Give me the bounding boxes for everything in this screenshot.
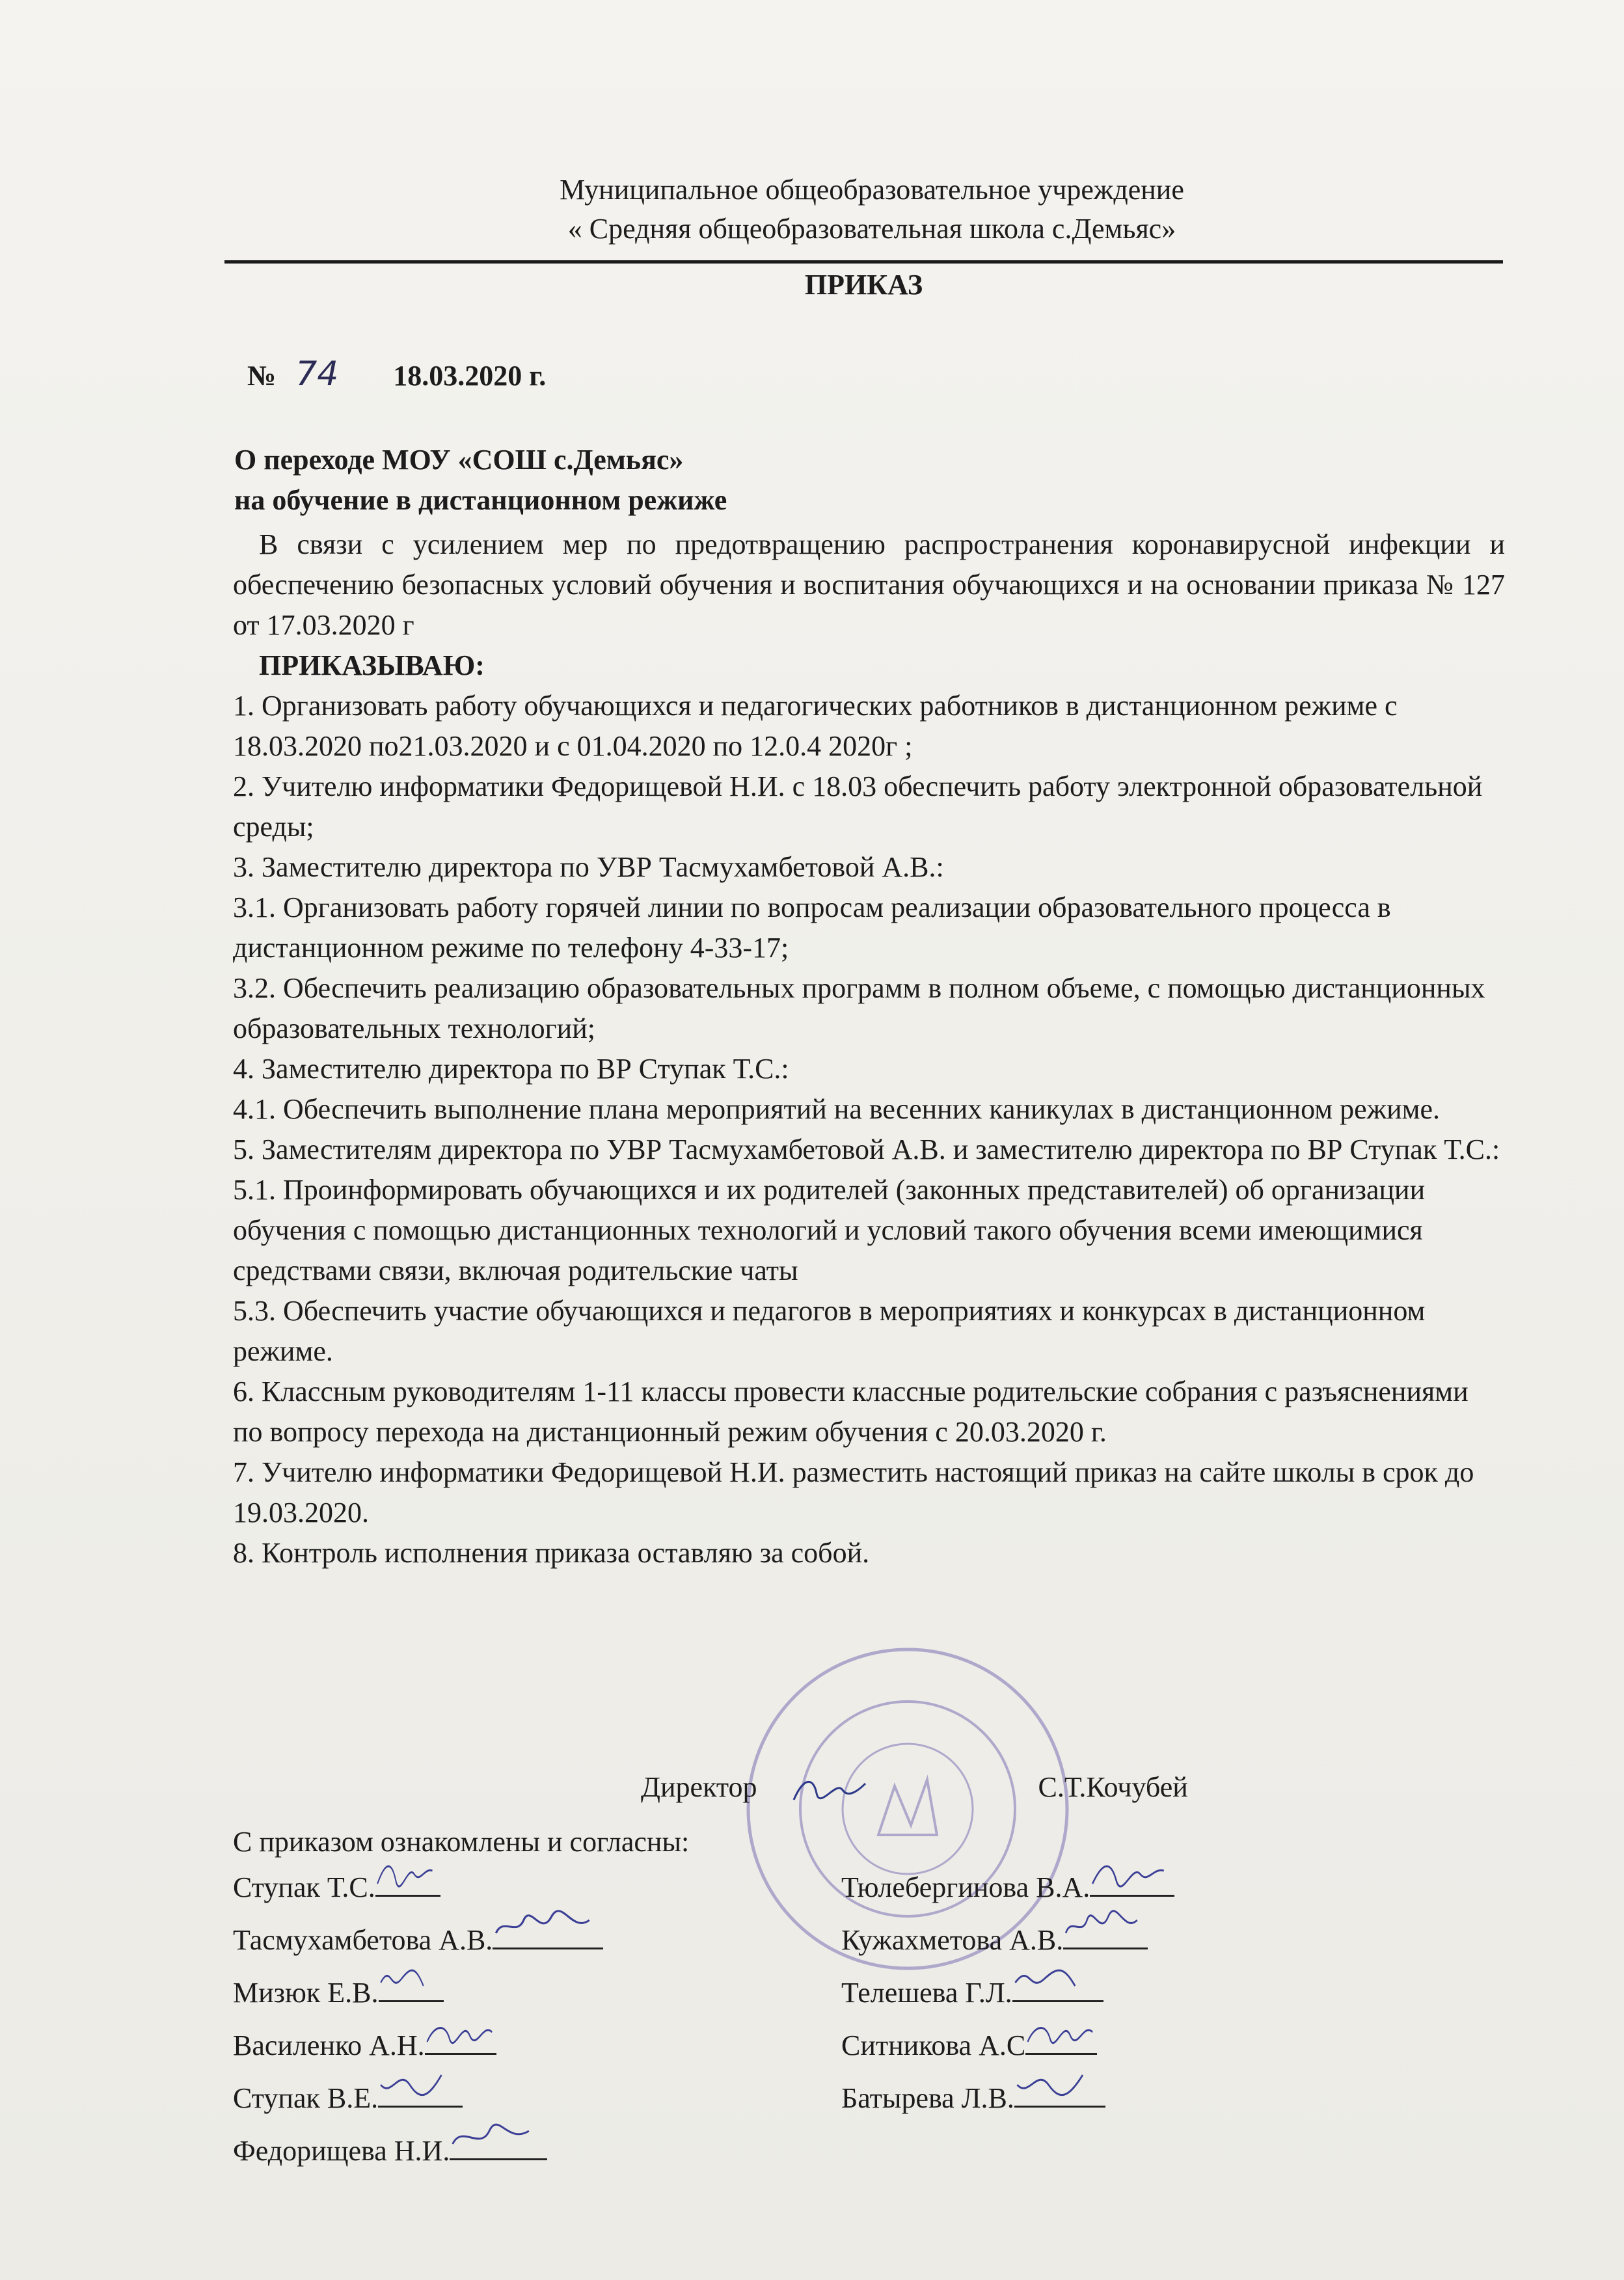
- signatory-row: [233, 2072, 603, 2124]
- order-item: 5. Заместителям директора по УВР Тасмухамбетовой А.В. и заместителю директора по ВР Ступак Т.С.:: [233, 1133, 1500, 1165]
- order-item: 6. Классным руководителям 1-11 классы провести классные родительские собрания с разъяснениями по вопросу перехода на дистанционный режим обучения с 20.03.2020 г.: [233, 1376, 1468, 1448]
- signatory-name: Ступак В.Е.: [233, 2082, 379, 2114]
- signature-line: [1012, 1968, 1103, 2002]
- signatory-name: Ситникова А.С: [841, 2029, 1026, 2061]
- order-item: 4.1. Обеспечить выполнение плана мероприятий на весенних каникулах в дистанционном режиме.: [233, 1093, 1441, 1125]
- subject-line-1: О переходе МОУ «СОШ с.Демьяс»: [234, 444, 684, 476]
- order-items: [233, 686, 1505, 1573]
- order-item: 4. Заместителю директора по ВР Ступак Т.С.:: [233, 1053, 789, 1085]
- signature-line: [425, 2020, 496, 2055]
- signature-line: [493, 1915, 603, 1949]
- signatory-row: [841, 2072, 1174, 2124]
- order-item: 2. Учителю информатики Федорищевой Н.И. с 18.03 обеспечить работу электронной образовательной среды;: [233, 770, 1483, 843]
- order-number-line: [247, 355, 546, 396]
- director-title: Директор: [641, 1771, 757, 1803]
- preamble: В связи с усилением мер по предотвращению распространения коронавирусной инфекции и обеспечению безопасных условий обучения и воспитания обучающихся и на основании приказа № 127 от 17.03.2020 г: [233, 528, 1505, 641]
- order-item: 5.3. Обеспечить участие обучающихся и педагогов в мероприятиях и конкурсах в дистанционном режиме.: [233, 1295, 1426, 1367]
- header-rule: [224, 260, 1503, 264]
- number-label: №: [247, 360, 277, 392]
- signatory-row: [233, 2124, 603, 2177]
- order-item: 3.2. Обеспечить реализацию образовательных программ в полном объеме, с помощью дистанционных образовательных технологий;: [233, 972, 1485, 1044]
- order-date: 18.03.2020 г.: [393, 360, 547, 392]
- signature-line: [450, 2126, 547, 2160]
- header-line-1: Муниципальное общеобразовательное учреждение: [560, 174, 1184, 206]
- signatory-name: Федорищева Н.И.: [233, 2135, 450, 2167]
- signatory-name: Мизюк Е.В.: [233, 1977, 379, 2009]
- signatory-row: [233, 1966, 603, 2019]
- signatories-left: [233, 1861, 603, 2177]
- signatory-row: [233, 2019, 603, 2072]
- signatory-row: [841, 2019, 1174, 2072]
- signature-line: [378, 2073, 463, 2108]
- document-title: ПРИКАЗ: [804, 269, 923, 301]
- signatory-row: [841, 1914, 1174, 1966]
- order-item: 8. Контроль исполнения приказа оставляю за собой.: [233, 1537, 870, 1569]
- order-item: 3. Заместителю директора по УВР Тасмухамбетовой А.В.:: [233, 851, 944, 883]
- signatories-right: [841, 1861, 1174, 2124]
- institution-header: [221, 170, 1522, 249]
- signature-line: [1014, 2073, 1105, 2108]
- signatory-row: [233, 1861, 603, 1914]
- signature-line: [379, 1968, 444, 2002]
- signatory-row: [841, 1966, 1174, 2019]
- signatory-name: Батырева Л.В.: [841, 2082, 1014, 2114]
- director-name: С.Т.Кочубей: [1038, 1771, 1188, 1803]
- signatory-name: Тасмухамбетова А.В.: [233, 1924, 493, 1956]
- director-signature-block: [641, 1767, 1188, 1808]
- order-subject: [234, 440, 727, 521]
- signatory-name: Кужахметова А.В.: [841, 1924, 1064, 1956]
- signatory-row: [233, 1914, 603, 1966]
- order-item: 5.1. Проинформировать обучающихся и их родителей (законных представителей) об организации обучения с помощью дистанционных технологий и условий такого обучения всеми имеющимися средствами связи, включая родительские чаты: [233, 1174, 1426, 1286]
- subject-line-2: на обучение в дистанционном режиже: [234, 484, 727, 516]
- header-line-2: « Средняя общеобразовательная школа с.Демьяс»: [567, 213, 1176, 245]
- acquaintance-heading: С приказом ознакомлены и согласны:: [233, 1826, 690, 1858]
- order-number: 74: [295, 355, 339, 394]
- signatory-name: Ступак Т.С.: [233, 1871, 375, 1903]
- signature-line: [1063, 1915, 1148, 1949]
- signature-line: [1025, 2020, 1097, 2055]
- order-body: [233, 524, 1505, 1573]
- signatory-name: Василенко А.Н.: [233, 2029, 425, 2061]
- order-item: 3.1. Организовать работу горячей линии по вопросам реализации образовательного процесса в дистанционном режиме по телефону 4-33-17;: [233, 891, 1391, 964]
- order-item: 7. Учителю информатики Федорищевой Н.И. разместить настоящий приказ на сайте школы в срок до 19.03.2020.: [233, 1456, 1474, 1528]
- signatory-name: Тюлебергинова В.А.: [841, 1871, 1090, 1903]
- order-word: ПРИКАЗЫВАЮ:: [259, 649, 485, 681]
- director-signature: [791, 1774, 869, 1806]
- signature-line: [1090, 1862, 1174, 1897]
- signatory-row: [841, 1861, 1174, 1914]
- order-item: 1. Организовать работу обучающихся и педагогических работников в дистанционном режиме с 18.03.2020 по21.03.2020 и с 01.04.2020 по 12.0.4 2020г ;: [233, 690, 1398, 762]
- signatory-name: Телешева Г.Л.: [841, 1977, 1012, 2009]
- signature-line: [375, 1862, 440, 1897]
